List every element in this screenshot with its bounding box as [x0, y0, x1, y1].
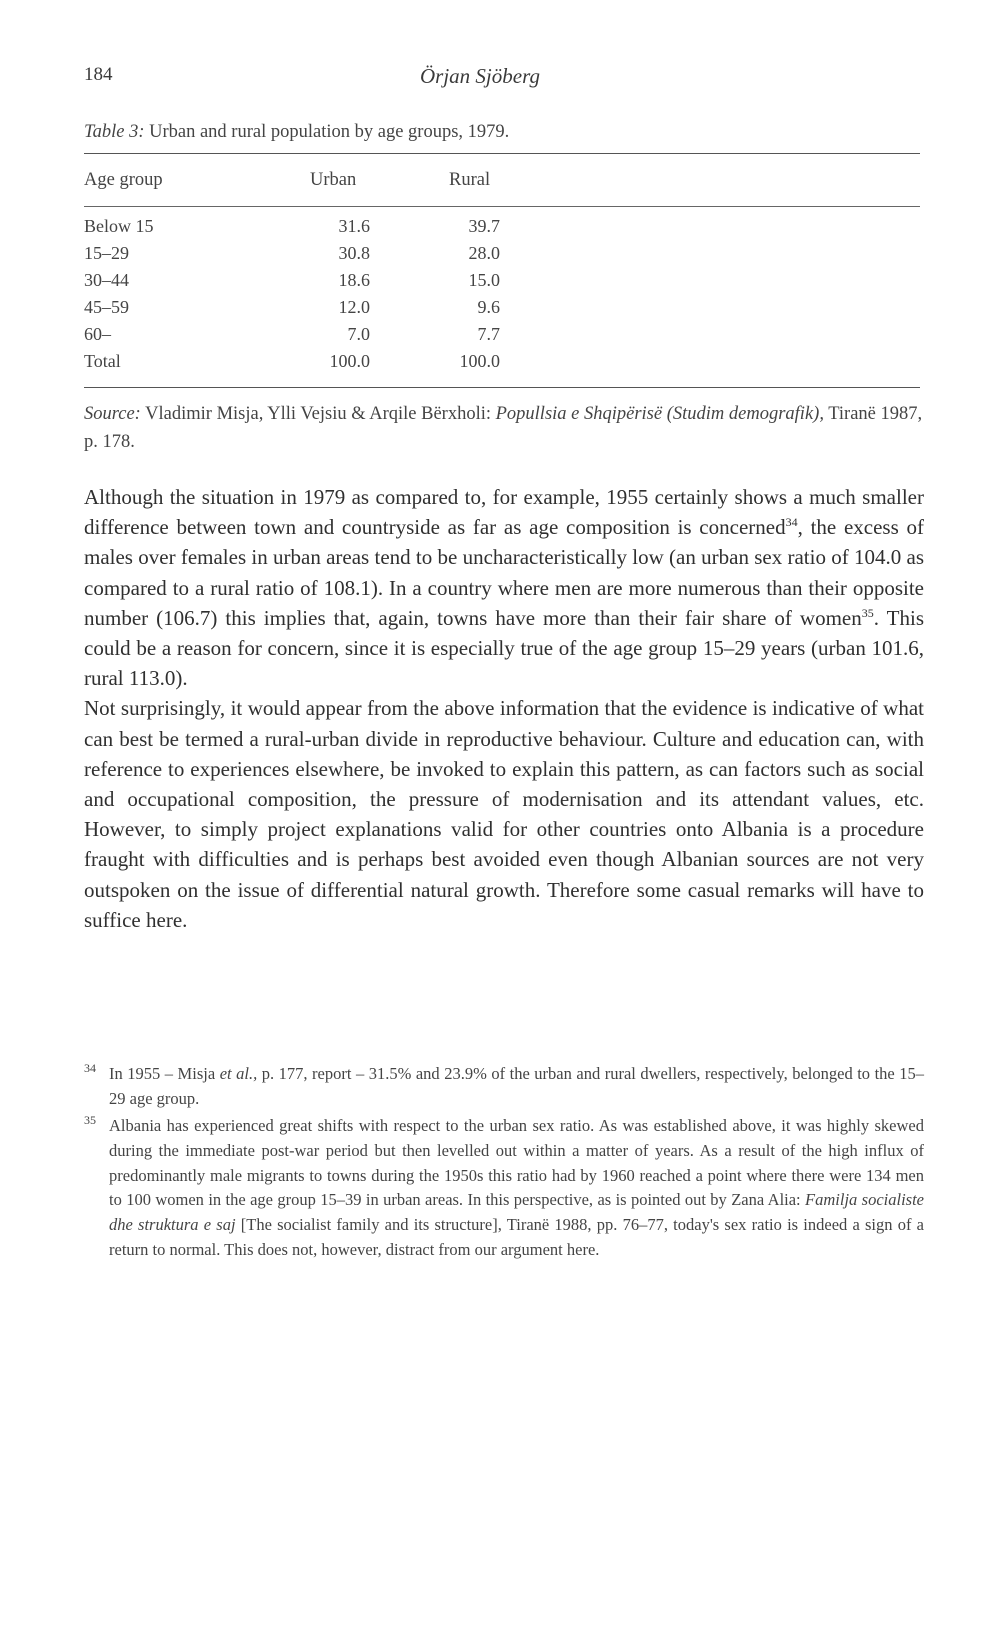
- running-head-author: Örjan Sjöberg: [420, 64, 540, 88]
- table-cell-urban: 100.0: [329, 351, 370, 371]
- table-row-label: 30–44: [84, 270, 129, 290]
- footnote-34-part-b: p. 177, report – 31.5% and 23.9% of the urban and rural dwellers, respectively, belonged to the 15–29 age group.: [109, 1064, 925, 1108]
- source-authors: Vladimir Misja, Ylli Vejsiu & Arqile Bërxholi:: [145, 404, 491, 424]
- source-label: Source:: [84, 404, 141, 424]
- source-rest: Tiranë 1987, p. 178.: [84, 404, 923, 452]
- footnote-35-part-b: [The socialist family and its structure], Tiranë 1988, pp. 76–77, today's sex ratio is indeed a sign of a return to normal. This does not, however, distract from our argument here.: [109, 1215, 924, 1259]
- table-row-label: 60–: [84, 324, 111, 344]
- table-cell-urban: 30.8: [338, 243, 370, 263]
- footnote-35-title: Familja socialiste dhe struktura e saj: [109, 1190, 924, 1235]
- table-cell-urban: 31.6: [338, 216, 370, 236]
- footnote-35-mark: 35: [84, 1113, 96, 1127]
- table-cell-urban: 12.0: [338, 297, 370, 317]
- table-header-rural: Rural: [449, 170, 491, 190]
- paragraph-2: Not surprisingly, it would appear from the above information that the evidence is indicative of what can best be termed a rural-urban divide in reproductive behaviour. Culture and education can, with reference to experiences elsewhere, be invoked to explain this pattern, as can factors such as social and occupational composition, the pressure of modernisation and its attendant values, etc. However, to simply project explanations valid for other countries onto Albania is a procedure fraught with difficulties and is perhaps best avoided even though Albanian sources are not very outspoken on the issue of differential natural growth. Therefore some casual remarks will have to suffice here.: [84, 696, 924, 932]
- footnote-ref-34[interactable]: 34: [785, 515, 798, 530]
- table-header-age-group: Age group: [84, 170, 163, 190]
- paragraph-1: [84, 482, 924, 693]
- table-row-label: 45–59: [84, 297, 129, 317]
- table-caption-label: Table 3:: [84, 122, 145, 142]
- table-top-rule: [84, 153, 920, 154]
- table-cell-urban: 18.6: [338, 270, 370, 290]
- paragraph-1-part-a: Although the situation in 1979 as compared to, for example, 1955 certainly shows a much smaller difference between town and countryside as far as age composition is concerned: [84, 485, 924, 540]
- footnote-34-mark: 34: [84, 1061, 96, 1075]
- footnote-34-etal: et al.,: [219, 1064, 258, 1083]
- table-cell-rural: 7.7: [477, 324, 500, 344]
- table-cell-rural: 9.6: [477, 297, 500, 317]
- source-title: Popullsia e Shqipërisë (Studim demografik),: [495, 404, 824, 424]
- paragraph-1-part-b: , the excess of males over females in urban areas tend to be uncharacteristically low (an urban sex ratio of 104.0 as compared to a rural ratio of 108.1). In a country where men are more numerous than their opposite number (106.7) this implies that, again, towns have more than their fair share of women: [84, 515, 924, 630]
- table-caption: [84, 122, 509, 143]
- table-cell-rural: 100.0: [459, 351, 500, 371]
- table-header-rule: [84, 206, 920, 207]
- page-number: 184: [84, 64, 113, 85]
- footnote-34-part-a: In 1955 – Misja: [109, 1064, 216, 1083]
- table-bottom-rule: [84, 387, 920, 388]
- paragraph-1-part-c: . This could be a reason for concern, since it is especially true of the age group 15–29 years (urban 101.6, rural 113.0).: [84, 605, 924, 691]
- table-header-urban: Urban: [310, 170, 357, 190]
- table-cell-rural: 15.0: [468, 270, 500, 290]
- table-cell-urban: 7.0: [347, 324, 370, 344]
- body-text: [84, 482, 924, 935]
- footnote-35-part-a: Albania has experienced great shifts with respect to the urban sex ratio. As was established above, it was highly skewed during the immediate post-war period but then levelled out within a matter of years. As a result of the high influx of predominantly male migrants to towns during the 1950s this ratio had by 1960 reached a point where there were 134 men to 100 women in the age group 15–39 in urban areas. In this perspective, as is pointed out by Zana Alia:: [109, 1116, 924, 1210]
- table-row-label: Total: [84, 351, 121, 371]
- footnote-35: [84, 1114, 924, 1263]
- table-cell-rural: 28.0: [468, 243, 500, 263]
- table-caption-text: Urban and rural population by age groups, 1979.: [149, 122, 510, 142]
- table-row-label: Below 15: [84, 216, 154, 236]
- footnote-ref-35[interactable]: 35: [861, 605, 874, 620]
- table-source-note: [84, 400, 924, 456]
- table-cell-rural: 39.7: [468, 216, 500, 236]
- footnote-34: [84, 1062, 924, 1112]
- table-row-label: 15–29: [84, 243, 129, 263]
